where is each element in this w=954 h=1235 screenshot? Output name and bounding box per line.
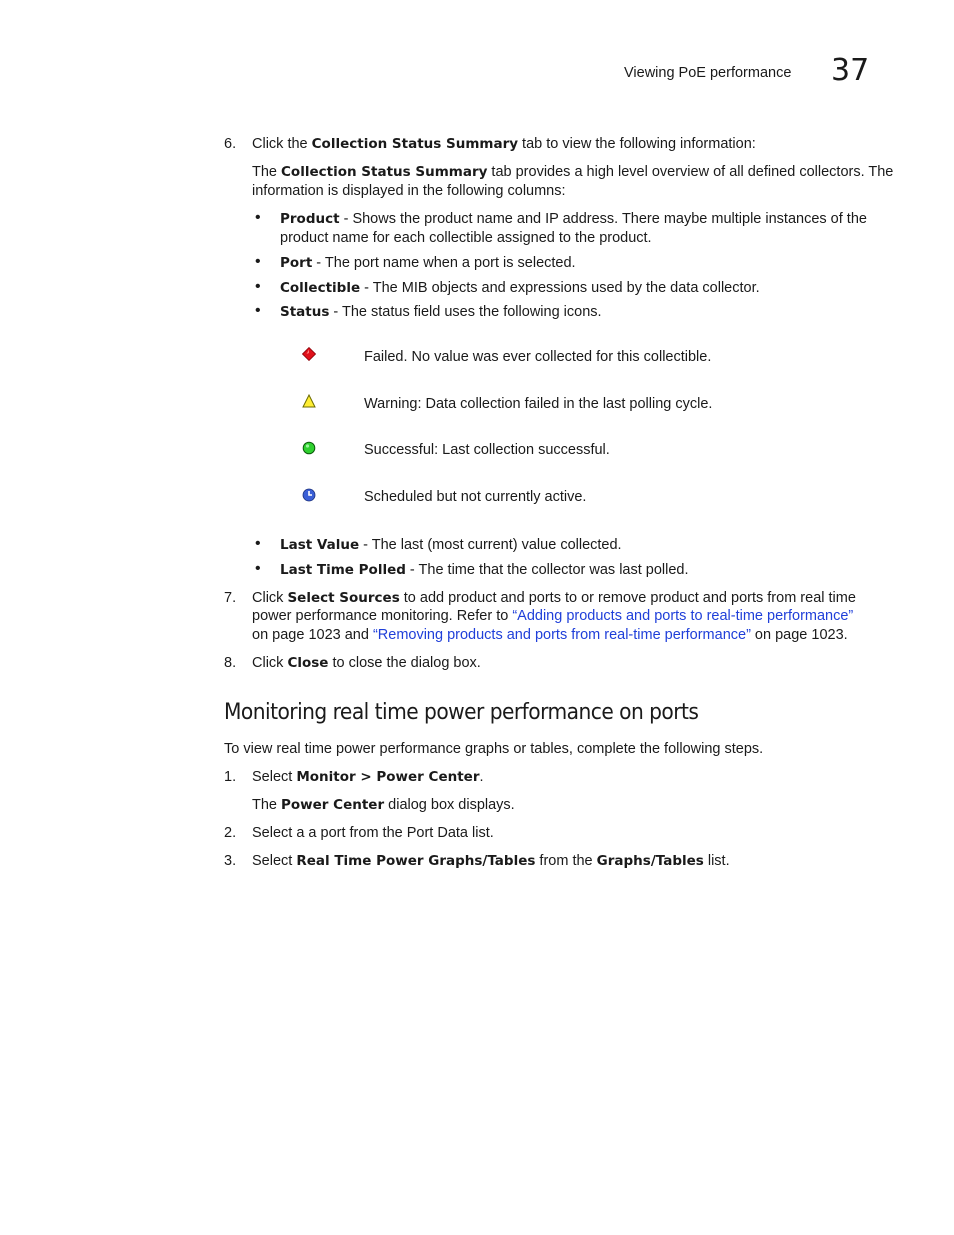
paragraph-line: information is displayed in the following columns: (252, 183, 566, 199)
list-item (280, 537, 622, 553)
ui-term: Collectible (280, 280, 361, 296)
warning-icon (302, 394, 316, 408)
step-text: Select a a port from the Port Data list. (252, 825, 494, 841)
ui-term: Collection Status Summary (281, 164, 488, 180)
bullet-icon: • (255, 560, 261, 577)
step-text (252, 853, 730, 869)
text: - The time that the collector was last polled. (405, 562, 689, 578)
bullet-icon: • (255, 278, 261, 295)
text: tab provides a high level overview of all defined collectors. The (487, 164, 894, 180)
bullet-icon: • (255, 253, 261, 270)
list-item (280, 211, 867, 227)
status-failed-label: Failed. No value was ever collected for this collectible. (364, 349, 712, 365)
ui-term: Real Time Power Graphs/Tables (296, 853, 536, 869)
text: on page 1023. (750, 627, 848, 643)
list-item (280, 280, 760, 296)
step-number: 1. (224, 769, 237, 785)
step-number: 2. (224, 825, 237, 841)
text: to add product and ports to or remove product and ports from real time (399, 590, 856, 606)
text: Click (252, 590, 288, 606)
running-header-title: Viewing PoE performance (624, 65, 792, 81)
bullet-icon: • (255, 302, 261, 319)
text: tab to view the following information: (518, 136, 756, 152)
text: list. (703, 853, 730, 869)
ui-term: Last Value (280, 537, 360, 553)
text: on page 1023 and (252, 627, 373, 643)
text: - The last (most current) value collected. (359, 537, 622, 553)
ui-term: Close (287, 655, 329, 671)
ui-term: Status (280, 304, 330, 320)
text: Select (252, 769, 297, 785)
scheduled-icon (302, 488, 316, 502)
text: - Shows the product name and IP address. There maybe multiple instances of the (339, 211, 867, 227)
ui-term: Monitor > Power Center (296, 769, 480, 785)
text: Select (252, 853, 297, 869)
successful-icon (302, 441, 316, 455)
step-text (252, 627, 848, 643)
status-successful-label: Successful: Last collection successful. (364, 442, 610, 458)
paragraph (252, 164, 893, 180)
cross-reference-link[interactable]: “Removing products and ports from real-time performance” (372, 627, 751, 643)
step-number: 8. (224, 655, 237, 671)
step-text (252, 590, 856, 606)
ui-term: Power Center (281, 797, 385, 813)
text: dialog box displays. (384, 797, 515, 813)
step-number: 3. (224, 853, 237, 869)
ui-term: Product (280, 211, 340, 227)
paragraph: To view real time power performance graphs or tables, complete the following steps. (224, 741, 764, 757)
status-scheduled-label: Scheduled but not currently active. (364, 489, 587, 505)
chapter-number: 37 (831, 53, 870, 88)
section-heading: Monitoring real time power performance on ports (224, 700, 699, 725)
text: Click the (252, 136, 312, 152)
step-text (252, 769, 484, 785)
ui-term: Collection Status Summary (311, 136, 519, 152)
bullet-icon: • (255, 209, 261, 226)
text: - The MIB objects and expressions used by the data collector. (360, 280, 760, 296)
step-number: 6. (224, 136, 237, 152)
step-text (252, 136, 756, 152)
list-item (280, 562, 689, 578)
ui-term: Graphs/Tables (596, 853, 704, 869)
text: - The status field uses the following icons. (329, 304, 602, 320)
bullet-icon: • (255, 535, 261, 552)
text: . (479, 769, 484, 785)
ui-term: Select Sources (287, 590, 400, 606)
text: power performance monitoring. Refer to (252, 608, 513, 624)
text: - The port name when a port is selected. (312, 255, 576, 271)
text: Click (252, 655, 288, 671)
text: The (252, 797, 282, 813)
ui-term: Last Time Polled (280, 562, 406, 578)
list-item (280, 304, 602, 320)
step-text (252, 655, 481, 671)
status-warning-label: Warning: Data collection failed in the last polling cycle. (364, 396, 713, 412)
text: from the (535, 853, 597, 869)
cross-reference-link[interactable]: “Adding products and ports to real-time performance” (512, 608, 854, 624)
step-result (252, 797, 515, 813)
text: to close the dialog box. (328, 655, 481, 671)
ui-term: Port (280, 255, 313, 271)
step-number: 7. (224, 590, 237, 606)
failed-icon (302, 347, 316, 361)
text: The (252, 164, 282, 180)
list-item-continuation: product name for each collectible assigned to the product. (280, 230, 652, 246)
list-item (280, 255, 576, 271)
step-text (252, 608, 853, 624)
